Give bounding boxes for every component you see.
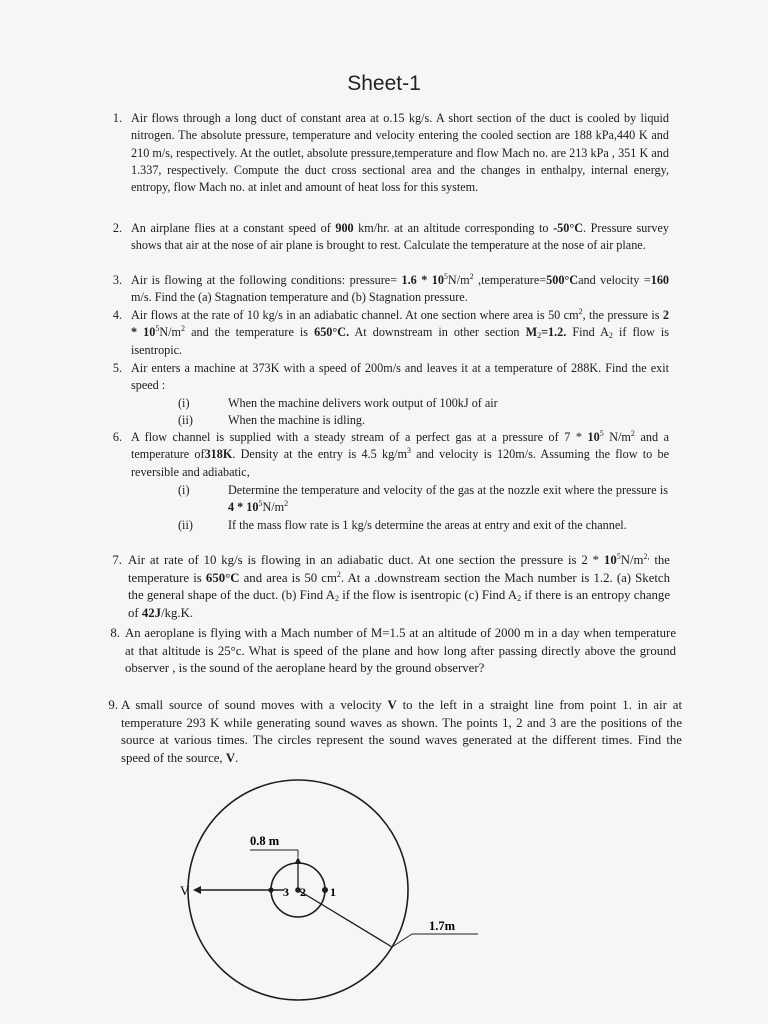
question-7-text: Air at rate of 10 kg/s is flowing in an adiabatic duct. At one section the pressure is $2 * 10^5N/m^{2,}$ the temperature is 650°C and area is 50 $cm^2$. At a .downstream section the Mach number is 1.2. (a) Sketch the general shape of the duct. (b) Find $A_2$ if the flow is isentropic (c) Find $A_2$ if there is an entropy change of 42J/kg.K.: [128, 552, 671, 620]
question-4-text: Air flows at the rate of 10 kg/s in an adiabatic channel. At one section where area is 50 $cm^2$, the pressure is $2 * 10^5N/m^2$ and the temperature is 650°C. At downstream in other section $M_2=1.2$. Find $A_2$ if flow is isentropic.: [131, 307, 669, 357]
small-radius-label: 0.8 m: [250, 834, 280, 848]
large-radius-line: [298, 890, 392, 947]
sub-question-text: When the machine delivers work output of 100kJ of air: [228, 396, 498, 410]
sub-question-number: (i): [178, 483, 190, 497]
point-2-label: 2: [300, 885, 306, 899]
large-radius-label: 1.7m: [429, 919, 456, 933]
question-8-text: An aeroplane is flying with a Mach number of M=1.5 at an altitude of 2000 m in a day when temperature at that altitude is 25°c. What is speed of the plane and how long after passing directly above the ground observer , is the sound of the aeroplane heard by the ground observer?: [125, 626, 676, 676]
sub-question-text: Determine the temperature and velocity of the gas at the nozzle exit where the pressure is $4 * 10^5N/m^2$: [228, 483, 668, 515]
sub-question-number: (ii): [178, 518, 193, 532]
question-number: 1.: [112, 111, 122, 125]
page-title: Sheet-1: [347, 72, 421, 95]
question-5-text: Air enters a machine at 373K with a speed of 200m/s and leaves it at a temperature of 288K. Find the exit speed :: [131, 361, 669, 393]
question-number: 2.: [112, 221, 122, 235]
question-number: 4.: [112, 308, 122, 322]
sub-question-number: (ii): [178, 413, 193, 427]
question-number: 6.: [112, 430, 122, 444]
point-1-marker: [322, 887, 328, 893]
point-marker: [268, 887, 273, 892]
point-1-label: 1: [330, 885, 336, 899]
question-number: 5.: [112, 361, 122, 375]
question-number: 9.: [108, 698, 118, 712]
question-3-text: Air is flowing at the following conditions: pressure= $1.6 * 10^5N/m^2$ ,temperature=500°Cand velocity =160 m/s. Find the (a) Stagnation temperature and (b) Stagnation pressure.: [131, 272, 669, 305]
question-2-text: An airplane flies at a constant speed of 900 km/hr. at an altitude corresponding to -50°C. Pressure survey shows that air at the nose of air plane is brought to rest. Calculate the temperature at the nose of air plane.: [131, 221, 669, 253]
sub-question-text: If the mass flow rate is 1 kg/s determine the areas at entry and exit of the channel.: [228, 518, 627, 532]
sub-question-text: When the machine is idling.: [228, 413, 366, 427]
velocity-arrow-head: [193, 886, 201, 894]
point-3-label: 3: [283, 885, 289, 899]
question-number: 7.: [112, 553, 122, 567]
sub-question-number: (i): [178, 396, 190, 410]
question-9-text: A small source of sound moves with a velocity V to the left in a straight line from point 1. in air at temperature 293 K while generating sound waves as shown. The points 1, 2 and 3 are the positions of the source at various times. The circles represent the sound waves generated at the different times. Find the speed of the source, V.: [121, 698, 682, 765]
velocity-label: V: [180, 883, 190, 898]
small-radius-arrow: [295, 857, 302, 864]
question-1-text: Air flows through a long duct of constant area at o.15 kg/s. A short section of the duct is cooled by liquid nitrogen. The absolute pressure, temperature and velocity entering the cooled section are 188 kPa,440 K and 210 m/s, respectively. At the outlet, absolute pressure,temperature and flow Mach no. are 213 kPa , 351 K and 1.337, respectively. Compute the duct cross sectional area and the changes in enthalpy, internal energy, entropy, flow Mach no. at inlet and amount of heat loss for this system.: [131, 111, 669, 195]
question-number: 8.: [110, 626, 120, 640]
question-number: 3.: [112, 273, 122, 287]
question-6-text: A flow channel is supplied with a steady stream of a perfect gas at a pressure of $7 * 10^5$ $N/m^2$ and a temperature of318K. Density at the entry is 4.5 $kg/m^3$ and velocity is 120m/s. Assuming the flow to be reversible and adiabatic,: [131, 429, 670, 479]
